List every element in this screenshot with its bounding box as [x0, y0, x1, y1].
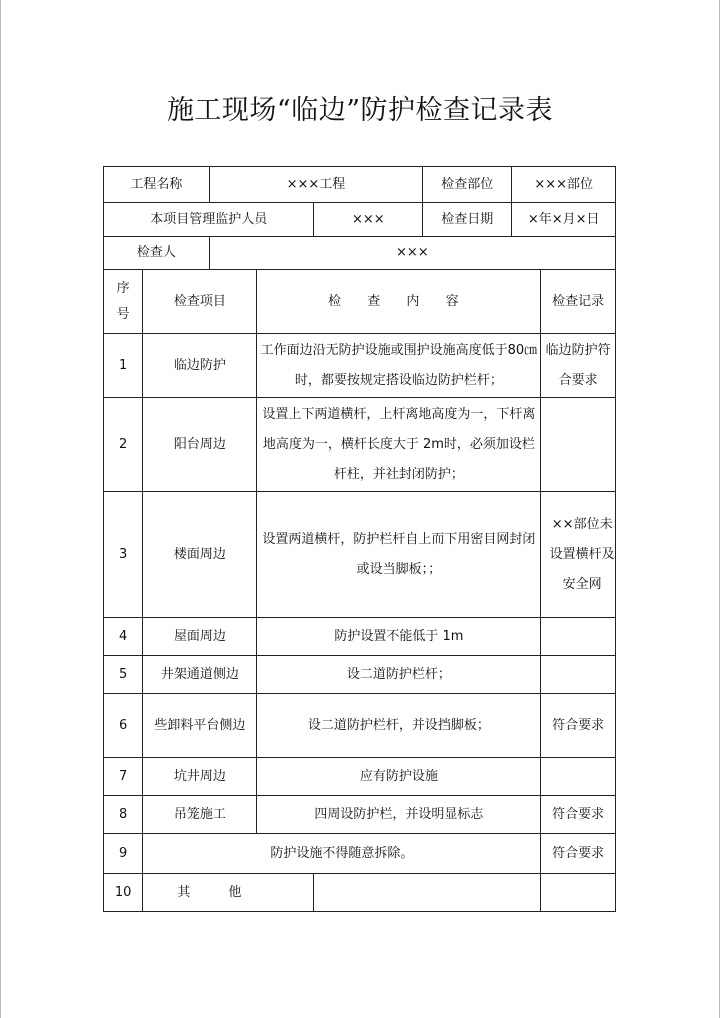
row-record [541, 618, 616, 656]
row-item: 临边防护 [143, 334, 257, 398]
header-item: 检查项目 [143, 270, 257, 334]
inspection-table [103, 166, 616, 912]
info-row-project [104, 167, 616, 203]
header-seq [104, 270, 143, 334]
header-row [104, 270, 616, 334]
manager-label: 本项目管理监护人员 [104, 203, 314, 237]
row-item: 坑井周边 [143, 758, 257, 796]
row-item: 楼面周边 [143, 492, 257, 618]
inspect-part-label: 检查部位 [423, 167, 512, 203]
row-no: 7 [104, 758, 143, 796]
table-row [104, 758, 616, 796]
table-row [104, 492, 616, 618]
row-no: 3 [104, 492, 143, 618]
row-no: 1 [104, 334, 143, 398]
row-no: 9 [104, 834, 143, 874]
page-edge-left [0, 0, 1, 1018]
inspect-part-value: ×××部位 [512, 167, 616, 203]
row-record: 符合要求 [541, 834, 616, 874]
row-content: 设置上下两道横杆，上杆离地高度为一，下杆离地高度为一，横杆长度大于 2m时，必须加设栏杆柱，并社封闭防护； [257, 398, 541, 492]
row-item: 吊笼施工 [143, 796, 257, 834]
row-content: 四周设防护栏，并设明显标志 [257, 796, 541, 834]
row-content: 防护设施不得随意拆除。 [143, 834, 541, 874]
row-item: 些卸料平台侧边 [143, 694, 257, 758]
row-record: 符合要求 [541, 694, 616, 758]
inspector-label: 检查人 [104, 237, 210, 270]
table-row [104, 834, 616, 874]
row-content: 设二道防护栏杆，并设挡脚板； [257, 694, 541, 758]
project-name-value: ×××工程 [209, 167, 423, 203]
info-row-manager [104, 203, 616, 237]
row-content: 工作面边沿无防护设施或围护设施高度低于80㎝时，都要按规定搭设临边防护栏杆； [257, 334, 541, 398]
table-row [104, 618, 616, 656]
header-content: 检 查 内 容 [257, 270, 541, 334]
row-no: 6 [104, 694, 143, 758]
inspector-value: ××× [209, 237, 615, 270]
table-row [104, 398, 616, 492]
row-content: 应有防护设施 [257, 758, 541, 796]
row-record [541, 874, 616, 912]
row-item: 井架通道侧边 [143, 656, 257, 694]
header-record: 检查记录 [541, 270, 616, 334]
table-row [104, 656, 616, 694]
row-content: 防护设置不能低于 1m [257, 618, 541, 656]
table-row [104, 796, 616, 834]
row-content: 设置两道横杆，防护栏杆自上而下用密目网封闭或设当脚板；； [257, 492, 541, 618]
row-record: 符合要求 [541, 796, 616, 834]
project-name-label: 工程名称 [104, 167, 210, 203]
info-row-inspector [104, 237, 616, 270]
row-record: 临边防护符合要求 [541, 334, 616, 398]
row-no: 10 [104, 874, 143, 912]
row-no: 2 [104, 398, 143, 492]
table-row [104, 334, 616, 398]
date-value: ×年×月×日 [512, 203, 616, 237]
row-record [541, 656, 616, 694]
row-record [541, 398, 616, 492]
manager-value: ××× [314, 203, 423, 237]
row-item: 其他 [143, 874, 314, 912]
row-content: 设二道防护栏杆； [257, 656, 541, 694]
row-no: 4 [104, 618, 143, 656]
row-item: 屋面周边 [143, 618, 257, 656]
row-no: 8 [104, 796, 143, 834]
table-row [104, 694, 616, 758]
row-record [541, 758, 616, 796]
row-no: 5 [104, 656, 143, 694]
row-item: 阳台周边 [143, 398, 257, 492]
header-seq-text: 序号 [116, 280, 130, 322]
table-row [104, 874, 616, 912]
row-record: ××部位未设置横杆及安全网 [541, 492, 616, 618]
page-title: 施工现场“临边”防护检查记录表 [166, 95, 554, 126]
row-content [314, 874, 541, 912]
date-label: 检查日期 [423, 203, 512, 237]
